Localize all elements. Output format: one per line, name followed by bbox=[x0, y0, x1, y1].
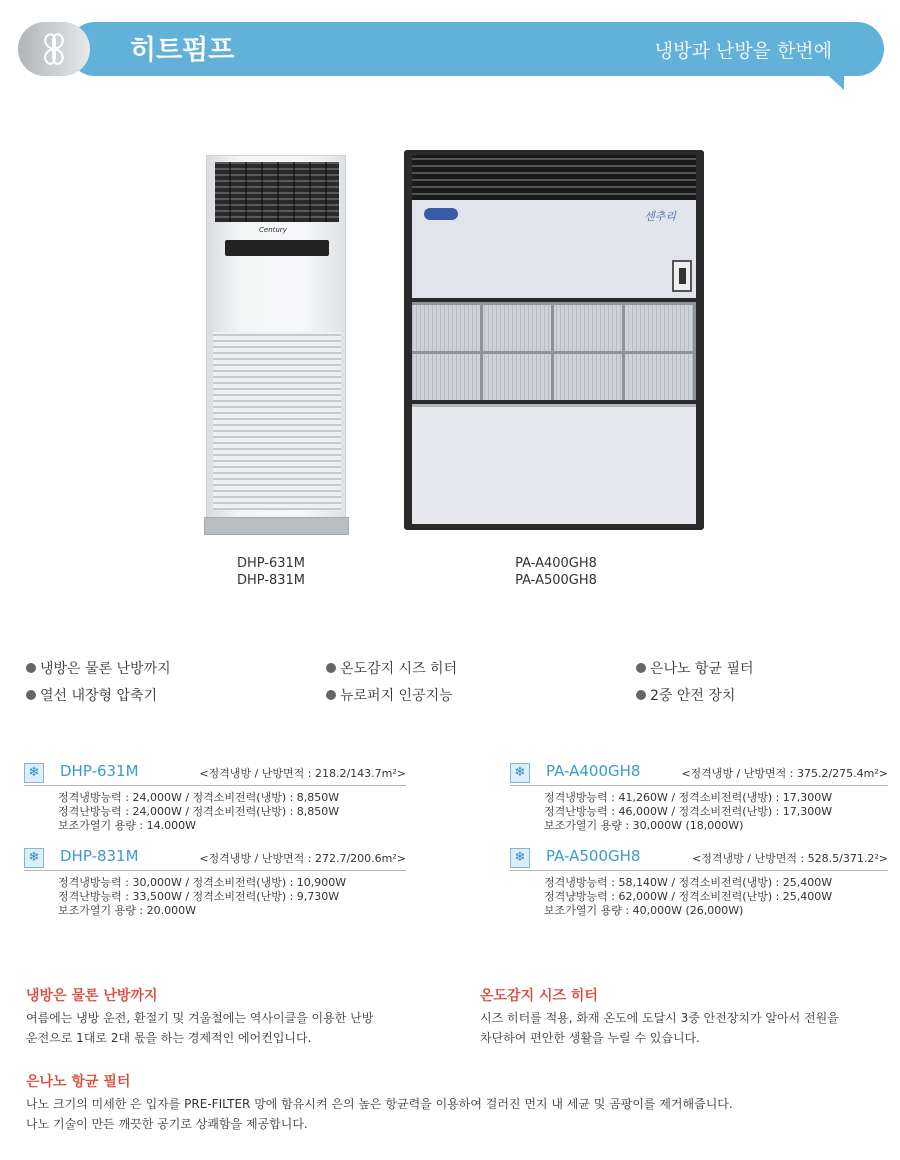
body-line: 여름에는 냉방 운전, 환절기 및 겨울철에는 역사이클을 이용한 난방 bbox=[26, 1011, 374, 1025]
brand-logo: 센추리 bbox=[644, 210, 676, 223]
feature-label: 냉방은 물론 난방까지 bbox=[40, 661, 171, 677]
bullet-icon bbox=[636, 690, 646, 700]
spec-line: 정격난방능력 : 24,000W / 정격소비전력(난방) : 8,850W bbox=[58, 805, 340, 818]
snowflake-icon: ❄ bbox=[510, 848, 530, 868]
product-caption-right bbox=[496, 555, 616, 589]
model-name: DHP-631M bbox=[60, 762, 139, 780]
section-title: 냉방은 물론 난방까지 bbox=[26, 988, 158, 1004]
feature-item bbox=[326, 685, 453, 705]
body-line: 나노 크기의 미세한 은 입자를 PRE-FILTER 망에 함유시켜 은의 높은 항균력을 이용하여 걸러진 먼지 내 세균 및 곰팡이를 제거해줍니다. bbox=[26, 1097, 733, 1111]
area-spec: <정격냉방 / 난방면적 : 375.2/275.4m²> bbox=[681, 767, 888, 780]
bullet-icon bbox=[636, 663, 646, 673]
feature-item bbox=[636, 658, 754, 678]
spec-line: 정격난방능력 : 46,000W / 정격소비전력(난방) : 17,300W bbox=[544, 805, 833, 818]
product-caption-left bbox=[216, 555, 326, 589]
filter-panel bbox=[412, 302, 696, 400]
feature-label: 열선 내장형 압축기 bbox=[40, 688, 158, 704]
caption-line: PA-A500GH8 bbox=[515, 573, 597, 588]
spec-lines bbox=[544, 791, 832, 833]
section-body bbox=[480, 1008, 890, 1048]
product-image-dhp bbox=[204, 155, 349, 537]
air-outlet-grille bbox=[412, 155, 696, 200]
unit-body bbox=[206, 155, 346, 520]
spec-line: 정격냥방능력 : 62,000W / 정격소비전력(난방) : 25,400W bbox=[544, 890, 833, 903]
spec-line: 정격냉방능력 : 30,000W / 정격소비전력(냉방) : 10,900W bbox=[58, 876, 347, 889]
snowflake-icon: ❄ bbox=[510, 763, 530, 783]
body-line: 차단하여 편안한 생활을 누릴 수 있습니다. bbox=[480, 1031, 700, 1045]
lower-panel bbox=[412, 404, 696, 524]
banner-tail bbox=[818, 66, 844, 90]
spec-line: 보조가열기 용량 : 30,000W (18,000W) bbox=[544, 819, 744, 832]
bullet-icon bbox=[326, 690, 336, 700]
spec-lines bbox=[58, 791, 339, 833]
display-panel bbox=[225, 240, 329, 256]
snowflake-icon: ❄ bbox=[24, 848, 44, 868]
spec-lines bbox=[58, 876, 346, 918]
area-spec: <정격냉방 / 난방면적 : 272.7/200.6m²> bbox=[199, 852, 406, 865]
control-switch bbox=[672, 260, 692, 292]
section-title: 은나노 항균 필터 bbox=[26, 1074, 131, 1090]
spec-line: 보조가열기 용량 : 40,000W (26,000W) bbox=[544, 904, 744, 917]
brand-badge bbox=[424, 208, 458, 220]
feature-item bbox=[636, 685, 735, 705]
spec-line: 보조가열기 용량 : 20.000W bbox=[58, 904, 196, 917]
feature-label: 온도감지 시즈 히터 bbox=[340, 661, 458, 677]
model-name: PA-A400GH8 bbox=[546, 762, 641, 780]
caption-line: DHP-831M bbox=[236, 573, 306, 588]
bullet-icon bbox=[26, 663, 36, 673]
spec-header bbox=[24, 760, 406, 786]
spec-lines bbox=[544, 876, 832, 918]
feature-label: 2중 안전 장치 bbox=[650, 688, 736, 704]
caption-line: DHP-631M bbox=[236, 556, 306, 571]
bullet-icon bbox=[326, 663, 336, 673]
spec-line: 정격난방능력 : 33,500W / 정격소비전력(난방) : 9,730W bbox=[58, 890, 340, 903]
model-name: PA-A500GH8 bbox=[546, 847, 641, 865]
feature-label: 은나노 항균 필터 bbox=[650, 661, 754, 677]
spec-header bbox=[510, 760, 888, 786]
section-body bbox=[26, 1008, 446, 1048]
feature-item bbox=[326, 658, 457, 678]
spec-line: 보조가열기 용량 : 14.000W bbox=[58, 819, 196, 832]
area-spec: <정격냉방 / 난방면적 : 218.2/143.7m²> bbox=[199, 767, 406, 780]
spec-line: 정격냉방능력 : 24,000W / 정격소비전력(냉방) : 8,850W bbox=[58, 791, 340, 804]
feature-item bbox=[26, 658, 171, 678]
snowflake-icon: ❄ bbox=[24, 763, 44, 783]
body-line: 운전으로 1대로 2대 몫을 하는 경제적인 에어컨입니다. bbox=[26, 1031, 312, 1045]
spec-header bbox=[24, 845, 406, 871]
page-title: 히트펌프 bbox=[130, 35, 235, 66]
header-banner bbox=[18, 22, 884, 76]
area-spec: <정격냉방 / 난방면적 : 528.5/371.2²> bbox=[692, 852, 888, 865]
brand-logo: Century bbox=[259, 226, 287, 234]
product-image-pa bbox=[404, 150, 706, 532]
feature-label: 뉴로퍼지 인공지능 bbox=[340, 688, 453, 704]
spec-line: 정격냉방능력 : 58,140W / 정격소비전력(냉방) : 25,400W bbox=[544, 876, 833, 889]
spec-header bbox=[510, 845, 888, 871]
front-panel bbox=[412, 200, 696, 298]
page-subtitle: 냉방과 난방을 한번에 bbox=[654, 40, 832, 62]
unit-base bbox=[204, 517, 349, 535]
section-title: 온도감지 시즈 히터 bbox=[480, 988, 598, 1004]
spec-line: 정격냉방능력 : 41,260W / 정격소비전력(냉방) : 17,300W bbox=[544, 791, 833, 804]
intake-vent bbox=[213, 332, 341, 510]
body-line: 나노 기술이 만든 깨끗한 공기로 상쾌함을 제공합니다. bbox=[26, 1117, 308, 1131]
body-line: 시즈 히터를 적용, 화재 온도에 도달시 3중 안전장치가 알아서 전원을 bbox=[480, 1011, 839, 1025]
section-body bbox=[26, 1094, 892, 1134]
bullet-icon bbox=[26, 690, 36, 700]
air-outlet-grille bbox=[215, 162, 339, 222]
model-name: DHP-831M bbox=[60, 847, 139, 865]
feature-item bbox=[26, 685, 157, 705]
fan-icon bbox=[18, 22, 90, 76]
caption-line: PA-A400GH8 bbox=[515, 556, 597, 571]
